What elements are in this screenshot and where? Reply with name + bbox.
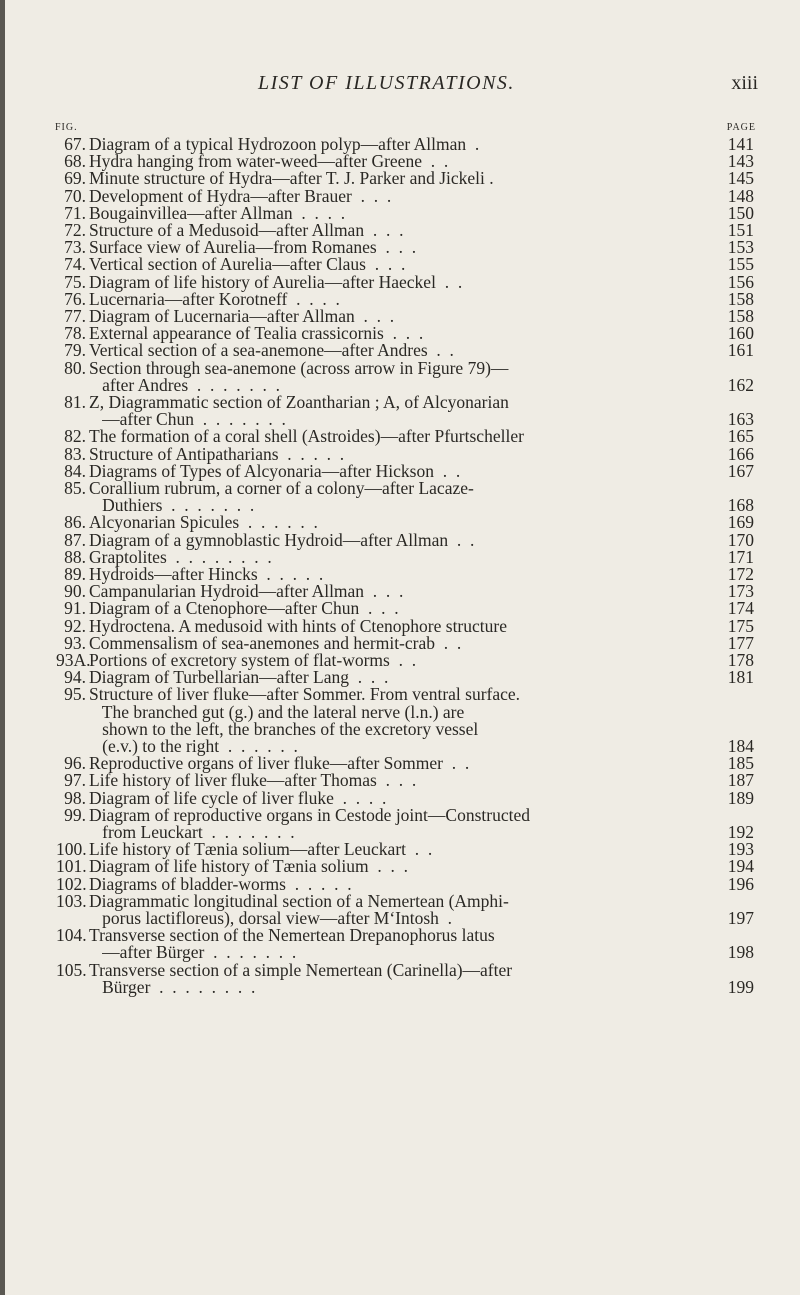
figure-number: 71.	[64, 202, 86, 223]
caption-line: Reproductive organs of liver fluke—after Sommer . .	[89, 753, 470, 774]
figure-number: 73.	[64, 237, 86, 258]
figure-number: 81.	[64, 392, 86, 412]
caption-line: Diagrams of bladder-worms . . . . .	[89, 873, 352, 894]
page-ref: 198	[727, 942, 754, 963]
page-ref: 141	[727, 134, 754, 154]
figure-number: 76.	[64, 288, 86, 309]
caption-line: Corallium rubrum, a corner of a colony—after Lacaze-	[89, 478, 474, 498]
page-ref: 189	[727, 787, 754, 808]
caption-line: Diagram of life history of Tænia solium . . .	[89, 856, 409, 877]
caption-line: Diagram of life history of Aurelia—after Haeckel . .	[89, 271, 463, 292]
caption-line: Vertical section of Aurelia—after Claus . . .	[89, 254, 406, 275]
figure-number: 78.	[64, 323, 86, 344]
figure-number: 92.	[64, 615, 86, 636]
caption-line: Campanularian Hydroid—after Allman . . .	[89, 581, 404, 602]
page-ref: 197	[727, 907, 754, 928]
caption-line: Diagrammatic longitudinal section of a Nemertean (Amphi-	[89, 890, 509, 911]
figure-number: 100.	[56, 839, 87, 860]
caption-line: Transverse section of a simple Nemertean (Carinella)—after	[89, 959, 513, 980]
page-ref: 143	[727, 151, 754, 172]
caption-line: —after Chun . . . . . . .	[89, 409, 286, 430]
caption-line: Lucernaria—after Korotneff . . . .	[89, 288, 340, 309]
caption-line: Diagram of reproductive organs in Cestode joint—Constructed	[89, 804, 530, 825]
page-ref: 165	[727, 426, 754, 447]
figure-number: 99.	[64, 804, 86, 825]
figure-number: 102.	[56, 873, 87, 894]
caption-line: Diagrams of Types of Alcyonaria—after Hickson . .	[89, 460, 461, 481]
page-ref: 185	[727, 753, 754, 774]
figure-number: 70.	[64, 185, 86, 206]
figure-number: 96.	[64, 753, 86, 774]
page-ref: 155	[727, 254, 754, 275]
figure-number: 67.	[64, 134, 86, 154]
figure-number: 68.	[64, 151, 86, 172]
page-ref: 148	[727, 185, 754, 206]
figure-number: 93A.	[56, 650, 91, 670]
figure-number: 79.	[64, 340, 86, 361]
page-ref: 174	[727, 598, 754, 619]
caption-line: after Andres . . . . . . .	[89, 374, 281, 395]
page-ref: 196	[727, 873, 754, 894]
figure-number: 105.	[56, 959, 87, 980]
caption-line: Life history of liver fluke—after Thomas . . .	[89, 770, 417, 791]
figure-number: 93.	[64, 632, 86, 653]
figure-number: 69.	[64, 168, 86, 189]
caption-line: The branched gut (g.) and the lateral nerve (l.n.) are	[89, 701, 465, 722]
page-ref: 169	[727, 512, 754, 533]
page-spine-edge	[0, 0, 5, 1295]
page-ref: 151	[727, 220, 754, 240]
caption-line: from Leuckart . . . . . . .	[89, 821, 295, 842]
caption-line: Portions of excretory system of flat-worms . .	[89, 650, 417, 670]
figure-number: 82.	[64, 426, 86, 447]
caption-line: Alcyonarian Spicules . . . . . .	[89, 512, 318, 533]
figure-number: 89.	[64, 564, 86, 584]
figure-number: 94.	[64, 667, 86, 688]
page-ref: 163	[727, 409, 754, 430]
caption-line: Section through sea-anemone (across arrow in Figure 79)—	[89, 357, 509, 378]
caption-line: Diagram of a Ctenophore—after Chun . . .	[89, 598, 399, 619]
figure-number: 104.	[56, 925, 87, 946]
caption-line: Diagram of a gymnoblastic Hydroid—after Allman . .	[89, 529, 475, 550]
page-ref: 173	[727, 581, 754, 602]
figure-number: 75.	[64, 271, 86, 292]
figure-number: 95.	[64, 684, 86, 705]
page-ref: 177	[727, 632, 754, 653]
caption-line: Structure of Antipatharians . . . . .	[89, 443, 345, 464]
figure-number: 72.	[64, 220, 86, 240]
caption-line: Structure of a Medusoid—after Allman . . .	[89, 220, 404, 240]
page-ref: 170	[727, 529, 754, 550]
caption-line: External appearance of Tealia crassicornis . . .	[89, 323, 424, 344]
caption-line: Diagram of Lucernaria—after Allman . . .	[89, 306, 395, 326]
caption-line: —after Bürger . . . . . . .	[89, 942, 297, 963]
caption-line: Z, Diagrammatic section of Zoantharian ; A, of Alcyonarian	[89, 392, 509, 412]
page-ref: 178	[727, 650, 754, 670]
figure-number: 84.	[64, 460, 86, 481]
page-ref: 192	[727, 821, 754, 842]
page-ref: 199	[727, 976, 754, 997]
figure-number: 88.	[64, 546, 86, 567]
caption-line: Hydroids—after Hincks . . . . .	[89, 564, 324, 584]
caption-line: Bougainvillea—after Allman . . . .	[89, 202, 346, 223]
page-ref: 168	[727, 495, 754, 516]
figure-number: 80.	[64, 357, 86, 378]
page-ref: 160	[727, 323, 754, 344]
page-ref: 161	[727, 340, 754, 361]
page-header	[0, 72, 800, 102]
page-ref: 172	[727, 564, 754, 584]
caption-line: Diagram of life cycle of liver fluke . . . .	[89, 787, 387, 808]
caption-line: The formation of a coral shell (Astroides)—after Pfurtscheller	[89, 426, 524, 447]
caption-line: shown to the left, the branches of the excretory vessel	[89, 718, 479, 739]
caption-line: Bürger . . . . . . . .	[89, 976, 256, 997]
figure-number: 77.	[64, 306, 86, 326]
figure-number: 90.	[64, 581, 86, 602]
figure-number: 97.	[64, 770, 86, 791]
caption-line: Transverse section of the Nemertean Drepanophorus latus	[89, 925, 495, 946]
page-ref: 150	[727, 202, 754, 223]
figure-number: 85.	[64, 478, 86, 498]
caption-line: Structure of liver fluke—after Sommer. From ventral surface.	[89, 684, 521, 705]
figure-number: 87.	[64, 529, 86, 550]
caption-line: Graptolites . . . . . . . .	[89, 546, 272, 567]
figure-number: 74.	[64, 254, 86, 275]
page-ref: 145	[727, 168, 754, 189]
column-label-fig: FIG.	[55, 122, 78, 133]
caption-line: Development of Hydra—after Brauer . . .	[89, 185, 392, 206]
caption-line: Commensalism of sea-anemones and hermit-crab . .	[89, 632, 462, 653]
page-ref: 156	[727, 271, 754, 292]
figure-number: 83.	[64, 443, 86, 464]
figure-number: 103.	[56, 890, 87, 911]
caption-line: Hydroctena. A medusoid with hints of Ctenophore structure	[89, 615, 507, 636]
page-ref: 162	[727, 374, 754, 395]
page-ref: 167	[727, 460, 754, 481]
figure-number: 91.	[64, 598, 86, 619]
page-ref: 166	[727, 443, 754, 464]
page-ref: 158	[727, 306, 754, 326]
column-label-page: PAGE	[726, 122, 756, 133]
page-ref: 158	[727, 288, 754, 309]
caption-line: Diagram of a typical Hydrozoon polyp—after Allman .	[89, 134, 480, 154]
page-ref: 184	[727, 735, 754, 756]
running-title: LIST OF ILLUSTRATIONS.	[258, 72, 515, 94]
page-ref: 175	[727, 615, 754, 636]
caption-line: Minute structure of Hydra—after T. J. Parker and Jickeli .	[89, 168, 494, 189]
page-ref: 181	[727, 667, 754, 688]
caption-line: Surface view of Aurelia—from Romanes . . .	[89, 237, 417, 258]
page-ref: 153	[727, 237, 754, 258]
figure-number: 101.	[56, 856, 87, 877]
figure-number: 98.	[64, 787, 86, 808]
caption-line: Hydra hanging from water-weed—after Greene . .	[89, 151, 449, 172]
page-number: xiii	[731, 72, 758, 94]
caption-line: porus lactifloreus), dorsal view—after M‘Intosh .	[89, 907, 453, 928]
caption-line: Duthiers . . . . . . .	[89, 495, 255, 516]
page-ref: 193	[727, 839, 754, 860]
page-ref: 194	[727, 856, 754, 877]
caption-line: Life history of Tænia solium—after Leuckart . .	[89, 839, 433, 860]
page-ref: 187	[727, 770, 754, 791]
caption-line: Vertical section of a sea-anemone—after Andres . .	[89, 340, 454, 361]
caption-line: Diagram of Turbellarian—after Lang . . .	[89, 667, 389, 688]
caption-line: (e.v.) to the right . . . . . .	[89, 735, 298, 756]
page-ref: 171	[727, 546, 754, 567]
figure-number: 86.	[64, 512, 86, 533]
